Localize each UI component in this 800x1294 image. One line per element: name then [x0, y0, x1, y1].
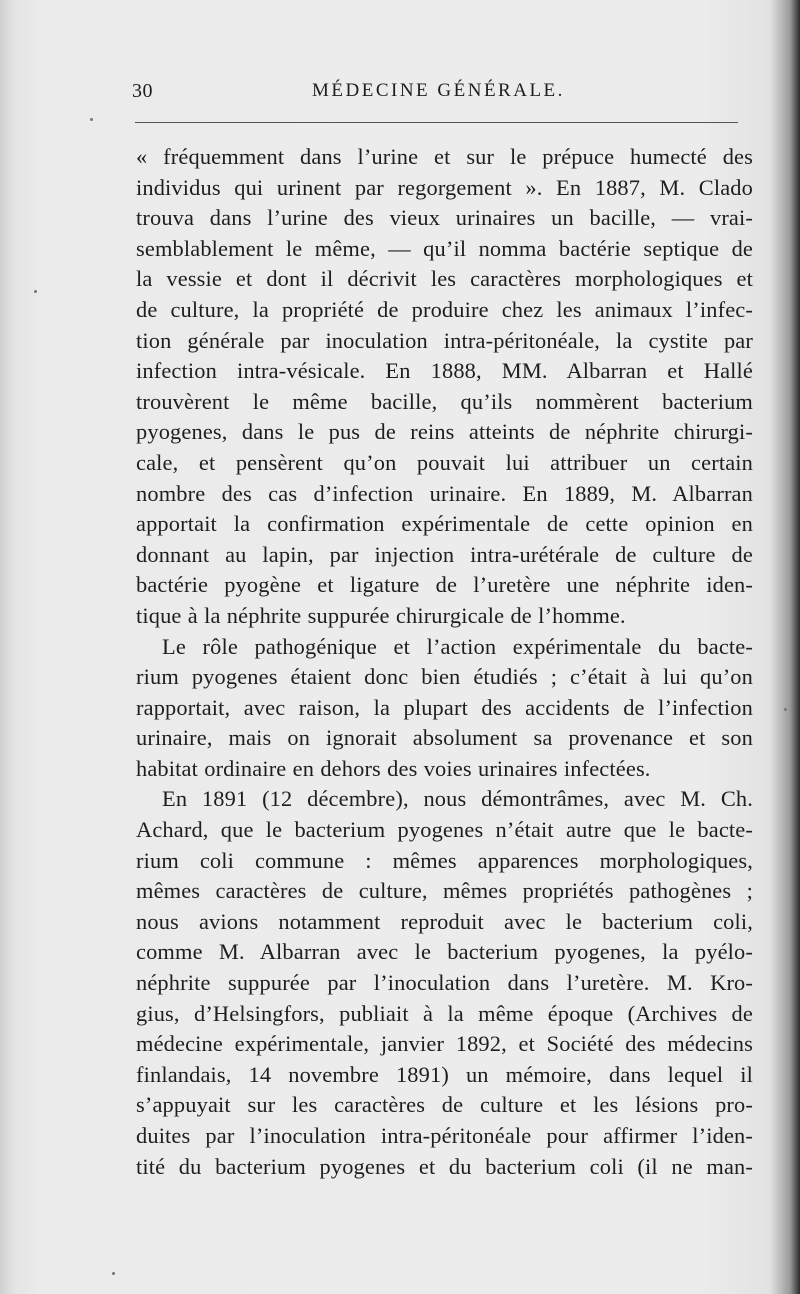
text-line: nous avions notamment reproduit avec le bacterium coli,	[136, 908, 753, 934]
text-line: En 1891 (12 décembre), nous démontrâmes, avec M. Ch.	[162, 786, 753, 812]
text-line: mêmes caractères de culture, mêmes propriétés pathogènes ;	[136, 878, 753, 904]
text-line: « fréquemment dans l’urine et sur le prépuce humecté des	[136, 144, 753, 169]
text-line: urinaire, mais on ignorait absolument sa provenance et son	[136, 725, 753, 751]
text-line: cale, et pensèrent qu’on pouvait lui attribuer un certain	[136, 449, 753, 475]
body-text	[136, 142, 753, 1182]
paper-speck	[112, 1272, 115, 1275]
text-line: finlandais, 14 novembre 1891) un mémoire, dans lequel il	[136, 1061, 753, 1087]
page-header	[132, 78, 742, 106]
text-line: infection intra-vésicale. En 1888, MM. Albarran et Hallé	[136, 358, 753, 384]
text-line: médecine expérimentale, janvier 1892, et Société des médecins	[136, 1031, 753, 1057]
text-line: nombre des cas d’infection urinaire. En 1889, M. Albarran	[136, 480, 753, 506]
paper-speck	[90, 118, 93, 121]
text-line: donnant au lapin, par injection intra-urétérale de culture de	[136, 541, 753, 567]
text-line: apportait la confirmation expérimentale de cette opinion en	[136, 511, 753, 537]
text-line: tique à la néphrite suppurée chirurgicale de l’homme.	[136, 602, 626, 628]
text-line: tion générale par inoculation intra-péritonéale, la cystite par	[136, 327, 753, 353]
text-line: habitat ordinaire en dehors des voies urinaires infectées.	[136, 755, 651, 781]
text-line: la vessie et dont il décrivit les caractères morphologiques et	[136, 266, 753, 292]
text-line: tité du bacterium pyogenes et du bacterium coli (il ne man-	[136, 1153, 753, 1179]
text-line: de culture, la propriété de produire chez les animaux l’infec-	[136, 296, 753, 322]
text-line: gius, d’Helsingfors, publiait à la même époque (Archives de	[136, 1000, 753, 1026]
text-line: rium coli commune : mêmes apparences morphologiques,	[136, 847, 753, 873]
text-line: duites par l’inoculation intra-péritonéale pour affirmer l’iden-	[136, 1123, 753, 1148]
text-line: Le rôle pathogénique et l’action expérimentale du bacte-	[162, 633, 753, 659]
paper-speck	[784, 708, 787, 711]
running-title: MÉDECINE GÉNÉRALE.	[312, 80, 565, 101]
text-line: individus qui urinent par regorgement ». En 1887, M. Clado	[136, 174, 753, 200]
text-line: rium pyogenes étaient donc bien étudiés ; c’était à lui qu’on	[136, 664, 753, 690]
text-line: pyogenes, dans le pus de reins atteints de néphrite chirurgi-	[136, 419, 753, 445]
text-line: comme M. Albarran avec le bacterium pyogenes, la pyélo-	[136, 939, 753, 965]
text-line: Achard, que le bacterium pyogenes n’était autre que le bacte-	[136, 817, 753, 843]
text-line: bactérie pyogène et ligature de l’uretère une néphrite iden-	[136, 572, 753, 598]
text-line: néphrite suppurée par l’inoculation dans l’uretère. M. Kro-	[136, 970, 753, 996]
text-line: trouvèrent le même bacille, qu’ils nommèrent bacterium	[136, 388, 753, 414]
header-rule	[135, 122, 738, 123]
text-line: semblablement le même, — qu’il nomma bactérie septique de	[136, 235, 753, 261]
text-line: trouva dans l’urine des vieux urinaires un bacille, — vrai-	[136, 205, 753, 231]
text-line: rapportait, avec raison, la plupart des accidents de l’infection	[136, 694, 753, 720]
paper-speck	[34, 290, 37, 293]
text-line: s’appuyait sur les caractères de culture et les lésions pro-	[136, 1092, 753, 1118]
page-number: 30	[132, 80, 153, 102]
